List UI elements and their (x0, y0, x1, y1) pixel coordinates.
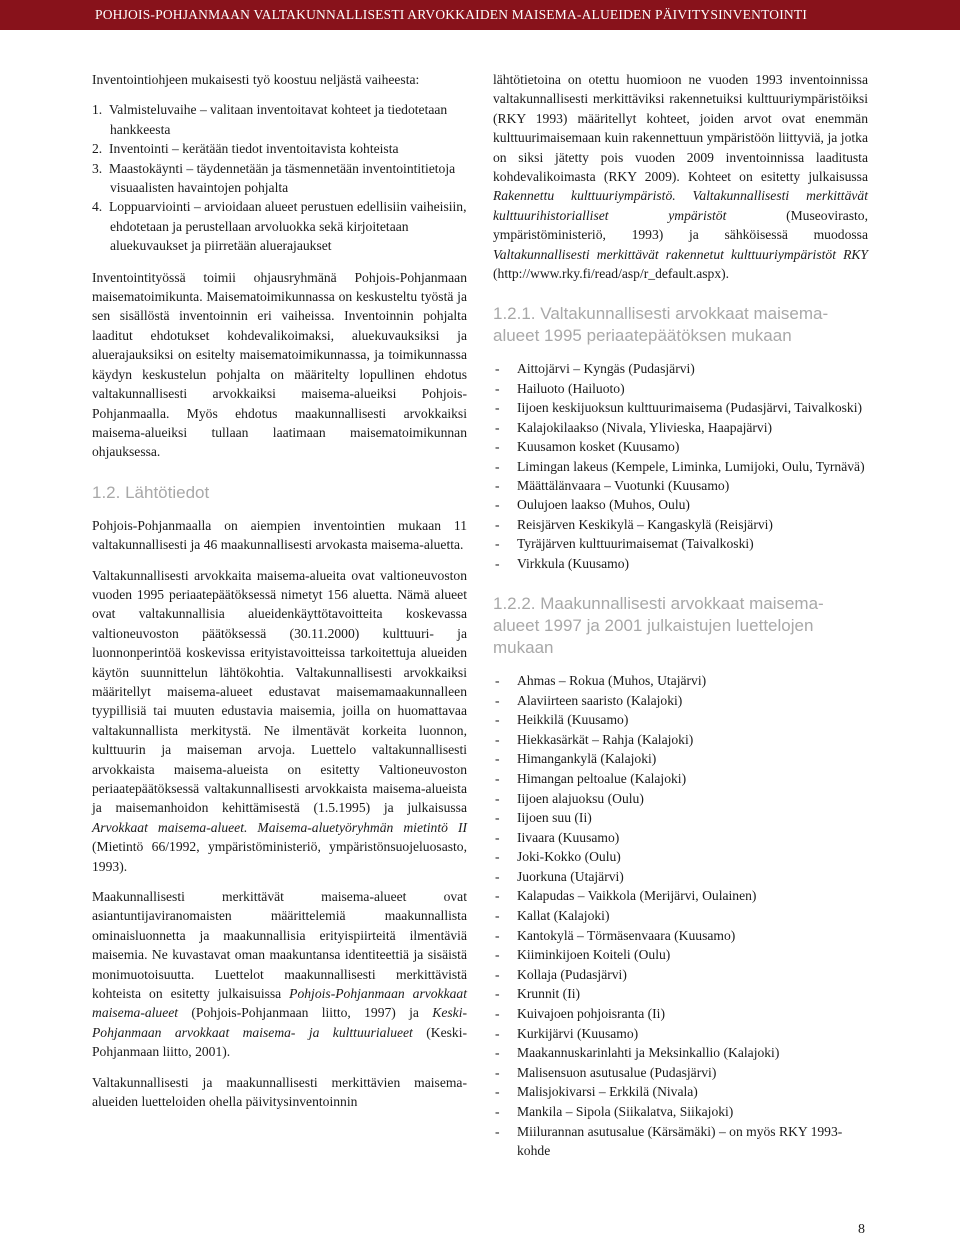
section-heading-lahtotiedot: 1.2. Lähtötiedot (92, 482, 210, 502)
list-item: - Maakannuskarinlahti ja Meksinkallio (Kalajoki) (493, 1043, 868, 1063)
continuation-paragraph: Valtakunnallisesti ja maakunnallisesti merkittävien maisema-alueiden luetteloiden ohella päivitysinventoinnin (92, 1074, 467, 1110)
publication-title: Arvokkaat maisema-alueet. Maisema-aluetyöryhmän mietintö II (92, 819, 467, 835)
intro-paragraph: Inventointiohjeen mukaisesti työ koostuu neljästä vaiheesta: (92, 72, 420, 87)
list-item: - Kurkijärvi (Kuusamo) (493, 1024, 868, 1044)
source-count-paragraph: Pohjois-Pohjanmaalla on aiempien inventointien mukaan 11 valtakunnallisesti ja 46 maakunnallisesti arvokasta maisema-aluetta. (92, 517, 467, 553)
list-item: - Iijoen keskijuoksun kulttuurimaisema (Pudasjärvi, Taivalkoski) (493, 398, 868, 417)
list-item: - Ahmas – Rokua (Muhos, Utajärvi) (493, 671, 868, 691)
text-run: (Museovirasto, ympäristöministeriö, 1993) ja sähköisessä muodossa (493, 207, 868, 243)
work-phase-item: 4. Loppuarviointi – arvioidaan alueet perustuen edellisiin vaiheisiin, ehdotetaan ja perustellaan arvoluokka sekä kirjoitetaan aluekuvaukset ja piirretään aluerajaukset (92, 199, 467, 254)
list-item: - Alaviirteen saaristo (Kalajoki) (493, 691, 868, 711)
publication-title: Pohjois-Pohjanmaan arvokkaat maisema-alueet (92, 986, 467, 1021)
regional-areas-list (493, 671, 868, 1161)
list-item: - Mankila – Sipola (Siikalatva, Siikajoki) (493, 1102, 868, 1122)
publication-title: Valtakunnallisesti merkittävät rakennetut kulttuuriympäristöt RKY (493, 246, 868, 262)
list-item: - Malisensuon asutusalue (Pudasjärvi) (493, 1063, 868, 1083)
rky-paragraph (493, 70, 868, 283)
list-item: - Kuusamon kosket (Kuusamo) (493, 437, 868, 456)
list-item: - Hiekkasärkät – Rahja (Kalajoki) (493, 730, 868, 750)
list-item: - Iijoen suu (Ii) (493, 808, 868, 828)
list-item: - Kantokylä – Törmäsenvaara (Kuusamo) (493, 926, 868, 946)
section-heading-national-areas: 1.2.1. Valtakunnallisesti arvokkaat maisema-alueet 1995 periaatepäätöksen mukaan (493, 304, 829, 346)
document-header-banner (0, 0, 960, 30)
section-heading-regional-areas: 1.2.2. Maakunnallisesti arvokkaat maisema-alueet 1997 ja 2001 julkaistujen luettelojen mukaan (493, 593, 824, 657)
text-run: lähtötietoina on otettu huomioon ne vuoden 1993 inventoinnissa valtakunnallisesti merkittäviksi rakennetuiksi kulttuuriympäristöiksi (RKY 1993) määritellyt kohteet, joiden arvot ovat enemmän kulttuurimaisemaan kuin rakennettuun ympäristöön liittyviä, ja jotka on siksi jätetty pois vuoden 2009 inventoinnissa laaditusta kohdevalikoimasta (RKY 2009). Kohteet on esitetty julkaisussa (493, 72, 868, 185)
publication-title: Keski-Pohjanmaan arvokkaat maisema- ja kulttuurialueet (92, 1005, 467, 1040)
text-run: Maakunnallisesti merkittävät maisema-alueet ovat asiantuntijaviranomaisten määrittelemiä maakunnallista ominaisluonnetta ja maakunnallisia erityispiirteitä ilmentäviä maisemia. Ne kuvastavat oman maakuntansa identiteettiä ja sisäistä monimuotoisuutta. Luettelot maakunnallisesti merkittävistä kohteista on esitetty julkaisuissa (92, 889, 467, 1002)
text-run: Valtakunnallisesti arvokkaita maisema-alueita ovat valtioneuvoston vuoden 1995 periaatepäätöksessä nimetyt 156 aluetta. Nämä alueet ovat valtakunnallisia alueidenkäyttötavoitteita koskevassa valtioneuvoston päätöksessä (30.11.2000) kulttuuri- ja luonnonperintöä koskevissa erityistavoitteissa tarkoitettuja alueiden käytön suunnittelun lähtökohtia. Valtakunnallisesti arvokkaiksi määritellyt maisema-alueet edustavat maisemamaakunnalleen tyypillisiä tai muuten edustavia maisemia, joilla on huomattavaa valtakunnallista merkitystä. Ne ilmentävät korkeita luonnon, kulttuurin ja maiseman arvoja. Luettelo valtakunnallisesti arvokkaista maisema-alueista on esitetty Valtioneuvoston periaatepäätöksessä valtakunnallisesti arvokkaista maisema-alueista ja maisemanhoidon kehittämisestä (1.5.1995) ja julkaisussa (92, 567, 467, 816)
national-areas-paragraph (92, 566, 467, 877)
page-number: 8 (858, 1222, 865, 1237)
national-areas-list (493, 359, 868, 572)
list-item: - Iijoen alajuoksu (Oulu) (493, 789, 868, 809)
list-item: - Määttälänvaara – Vuotunki (Kuusamo) (493, 476, 868, 495)
list-item: - Reisjärven Keskikylä – Kangaskylä (Reisjärvi) (493, 515, 868, 534)
list-item: - Krunnit (Ii) (493, 984, 868, 1004)
text-run: (Mietintö 66/1992, ympäristöministeriö, ympäristönsuojeluosasto, 1993). (92, 839, 467, 874)
text-run: (http://www.rky.fi/read/asp/r_default.aspx). (493, 266, 730, 282)
list-item: - Kollaja (Pudasjärvi) (493, 965, 868, 985)
left-column (92, 70, 467, 1123)
list-item: - Miilurannan asutusalue (Kärsämäki) – on myös RKY 1993-kohde (493, 1122, 868, 1161)
list-item: - Kiiminkijoen Koiteli (Oulu) (493, 945, 868, 965)
list-item: - Iivaara (Kuusamo) (493, 828, 868, 848)
list-item: - Kalajokilaakso (Nivala, Ylivieska, Haapajärvi) (493, 418, 868, 437)
list-item: - Himangan peltoalue (Kalajoki) (493, 769, 868, 789)
work-phase-item: 2. Inventointi – kerätään tiedot inventoitavista kohteista (92, 141, 399, 157)
list-item: - Juorkuna (Utajärvi) (493, 867, 868, 887)
list-item: - Limingan lakeus (Kempele, Liminka, Lumijoki, Oulu, Tyrnävä) (493, 457, 868, 476)
list-item: - Kallat (Kalajoki) (493, 906, 868, 926)
list-item: - Tyräjärven kulttuurimaisemat (Taivalkoski) (493, 534, 868, 553)
work-phases-list (92, 100, 467, 255)
text-run: (Keski-Pohjanmaan liitto, 2001). (92, 1024, 467, 1060)
list-item: - Aittojärvi – Kyngäs (Pudasjärvi) (493, 359, 868, 378)
document-header-title: POHJOIS-POHJANMAAN VALTAKUNNALLISESTI ARVOKKAIDEN MAISEMA-ALUEIDEN PÄIVITYSINVENTOINTI (95, 7, 808, 22)
list-item: - Oulujoen laakso (Muhos, Oulu) (493, 495, 868, 514)
list-item: - Himangankylä (Kalajoki) (493, 749, 868, 769)
list-item: - Virkkula (Kuusamo) (493, 554, 868, 573)
steering-group-paragraph: Inventointityössä toimii ohjausryhmänä Pohjois-Pohjanmaan maisematoimikunta. Maisematoimikunnassa on keskusteltu työstä ja sen sisällöstä inventoinnin eri vaiheissa. Inventoinnin pohjalta laaditut ehdotukset kohdevalikoimaksi, aluekuvauksiksi ja aluerajauksiksi on esitelty maisematoimikunnassa, ja toimikunnassa käydyn keskustelun pohjalta on määritelty lopullinen ehdotus valtakunnallisesti arvokkaiksi maisema-alueiksi Pohjois-Pohjanmaalla. Myös ehdotus maakunnallisesti arvokkaiksi maisema-alueiksi tullaan laatimaan maisematoimikunnan ohjauksessa. (92, 269, 467, 460)
list-item: - Heikkilä (Kuusamo) (493, 710, 868, 730)
list-item: - Kalapudas – Vaikkola (Merijärvi, Oulainen) (493, 886, 868, 906)
work-phase-item: 1. Valmisteluvaihe – valitaan inventoitavat kohteet ja tiedotetaan hankkeesta (92, 102, 448, 137)
list-item: - Hailuoto (Hailuoto) (493, 379, 868, 398)
publication-title: Rakennettu kulttuuriympäristö. Valtakunnallisesti merkittävät kulttuurihistorialliset ympäristöt (493, 188, 868, 223)
list-item: - Kuivajoen pohjoisranta (Ii) (493, 1004, 868, 1024)
list-item: - Joki-Kokko (Oulu) (493, 847, 868, 867)
work-phase-item: 3. Maastokäynti – täydennetään ja täsmennetään inventointitietoja visuaalisten havaintojen pohjalta (92, 160, 456, 196)
regional-areas-paragraph (92, 887, 467, 1062)
right-column (493, 70, 868, 1173)
list-item: - Malisjokivarsi – Erkkilä (Nivala) (493, 1082, 868, 1102)
text-run: (Pohjois-Pohjanmaan liitto, 1997) ja (178, 1005, 433, 1021)
